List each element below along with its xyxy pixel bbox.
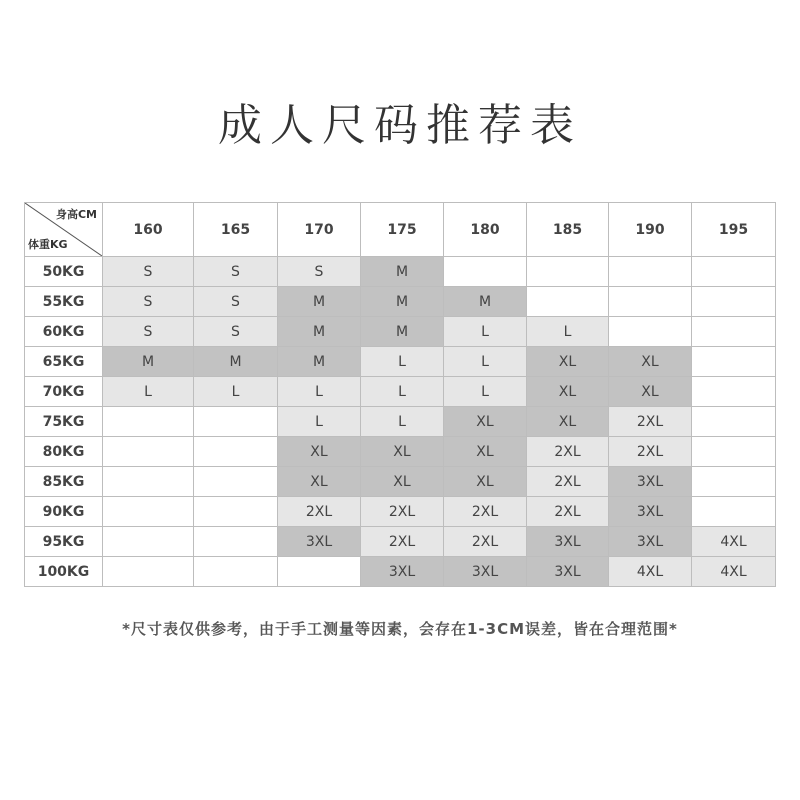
size-cell: M [194,347,278,377]
size-cell: L [361,407,444,437]
size-cell: 3XL [278,527,361,557]
size-cell [103,557,194,587]
size-cell: 3XL [527,557,609,587]
size-cell: XL [361,437,444,467]
size-cell: 2XL [527,497,609,527]
size-cell: 2XL [361,497,444,527]
size-cell: XL [609,347,692,377]
height-header-185: 185 [527,203,609,257]
size-cell: 2XL [361,527,444,557]
size-cell: M [103,347,194,377]
size-cell: L [361,377,444,407]
size-cell [103,497,194,527]
size-cell [194,527,278,557]
weight-header: 100KG [25,557,103,587]
size-cell [444,257,527,287]
table-row [25,407,776,437]
size-cell: 4XL [692,557,776,587]
weight-header: 90KG [25,497,103,527]
size-cell: 3XL [609,467,692,497]
table-corner-cell [25,203,103,257]
size-cell [527,257,609,287]
size-cell: S [103,257,194,287]
size-cell [103,527,194,557]
height-header-195: 195 [692,203,776,257]
height-header-180: 180 [444,203,527,257]
height-header-170: 170 [278,203,361,257]
size-cell: S [278,257,361,287]
height-header-175: 175 [361,203,444,257]
size-cell [692,257,776,287]
size-cell: XL [609,377,692,407]
size-cell [692,467,776,497]
size-cell: 3XL [361,557,444,587]
weight-header: 55KG [25,287,103,317]
size-cell: M [278,347,361,377]
page-title: 成人尺码推荐表 [218,100,582,151]
size-cell: S [194,257,278,287]
size-cell: 2XL [609,407,692,437]
table-row [25,257,776,287]
size-cell: S [103,287,194,317]
size-cell: 2XL [278,497,361,527]
height-header-190: 190 [609,203,692,257]
size-cell: XL [278,467,361,497]
size-cell [609,257,692,287]
table-row [25,437,776,467]
size-cell: M [444,287,527,317]
size-cell [278,557,361,587]
size-cell: XL [444,437,527,467]
size-cell: XL [527,407,609,437]
size-cell [194,437,278,467]
size-cell: L [278,377,361,407]
size-cell [692,317,776,347]
size-cell [194,557,278,587]
size-cell: 3XL [527,527,609,557]
size-cell: L [194,377,278,407]
size-cell [194,467,278,497]
size-cell: L [527,317,609,347]
size-cell [692,407,776,437]
table-row [25,497,776,527]
table-row [25,377,776,407]
weight-header: 60KG [25,317,103,347]
size-cell: L [278,407,361,437]
table-row [25,287,776,317]
size-cell: 2XL [444,527,527,557]
size-cell: L [361,347,444,377]
size-cell: 3XL [444,557,527,587]
size-cell [692,347,776,377]
size-cell: M [278,287,361,317]
size-cell [103,437,194,467]
weight-header: 65KG [25,347,103,377]
size-cell: M [361,257,444,287]
size-cell: XL [444,467,527,497]
size-cell [692,287,776,317]
size-cell: 4XL [692,527,776,557]
size-cell [103,467,194,497]
header-row [25,203,776,257]
size-cell: XL [278,437,361,467]
table-row [25,467,776,497]
size-cell: XL [444,407,527,437]
size-cell: XL [527,377,609,407]
table-row [25,317,776,347]
height-axis-label: 身高CM [55,208,97,221]
weight-header: 80KG [25,437,103,467]
weight-header: 70KG [25,377,103,407]
weight-header: 50KG [25,257,103,287]
size-cell: 2XL [444,497,527,527]
size-chart-table [24,202,776,587]
height-header-160: 160 [103,203,194,257]
height-header-165: 165 [194,203,278,257]
size-cell: M [361,287,444,317]
size-cell: 4XL [609,557,692,587]
size-cell [609,317,692,347]
size-cell: XL [527,347,609,377]
size-cell: 2XL [609,437,692,467]
size-cell [194,497,278,527]
weight-header: 85KG [25,467,103,497]
size-cell [527,287,609,317]
size-cell: M [278,317,361,347]
weight-header: 95KG [25,527,103,557]
table-row [25,347,776,377]
size-cell: L [103,377,194,407]
size-cell: 2XL [527,437,609,467]
table-row [25,527,776,557]
size-cell: XL [361,467,444,497]
size-cell: M [361,317,444,347]
size-cell [692,497,776,527]
size-cell: 3XL [609,527,692,557]
size-cell: L [444,317,527,347]
disclaimer-note: *尺寸表仅供参考，由于手工测量等因素，会存在1-3CM误差，皆在合理范围* [122,620,678,638]
table-row [25,557,776,587]
weight-axis-label: 体重KG [28,238,68,251]
size-cell [103,407,194,437]
weight-header: 75KG [25,407,103,437]
size-cell: L [444,377,527,407]
size-cell: S [194,317,278,347]
size-cell [692,377,776,407]
size-cell [609,287,692,317]
size-cell [194,407,278,437]
size-cell: S [194,287,278,317]
size-cell: 3XL [609,497,692,527]
size-cell: L [444,347,527,377]
size-cell: S [103,317,194,347]
size-cell [692,437,776,467]
size-cell: 2XL [527,467,609,497]
